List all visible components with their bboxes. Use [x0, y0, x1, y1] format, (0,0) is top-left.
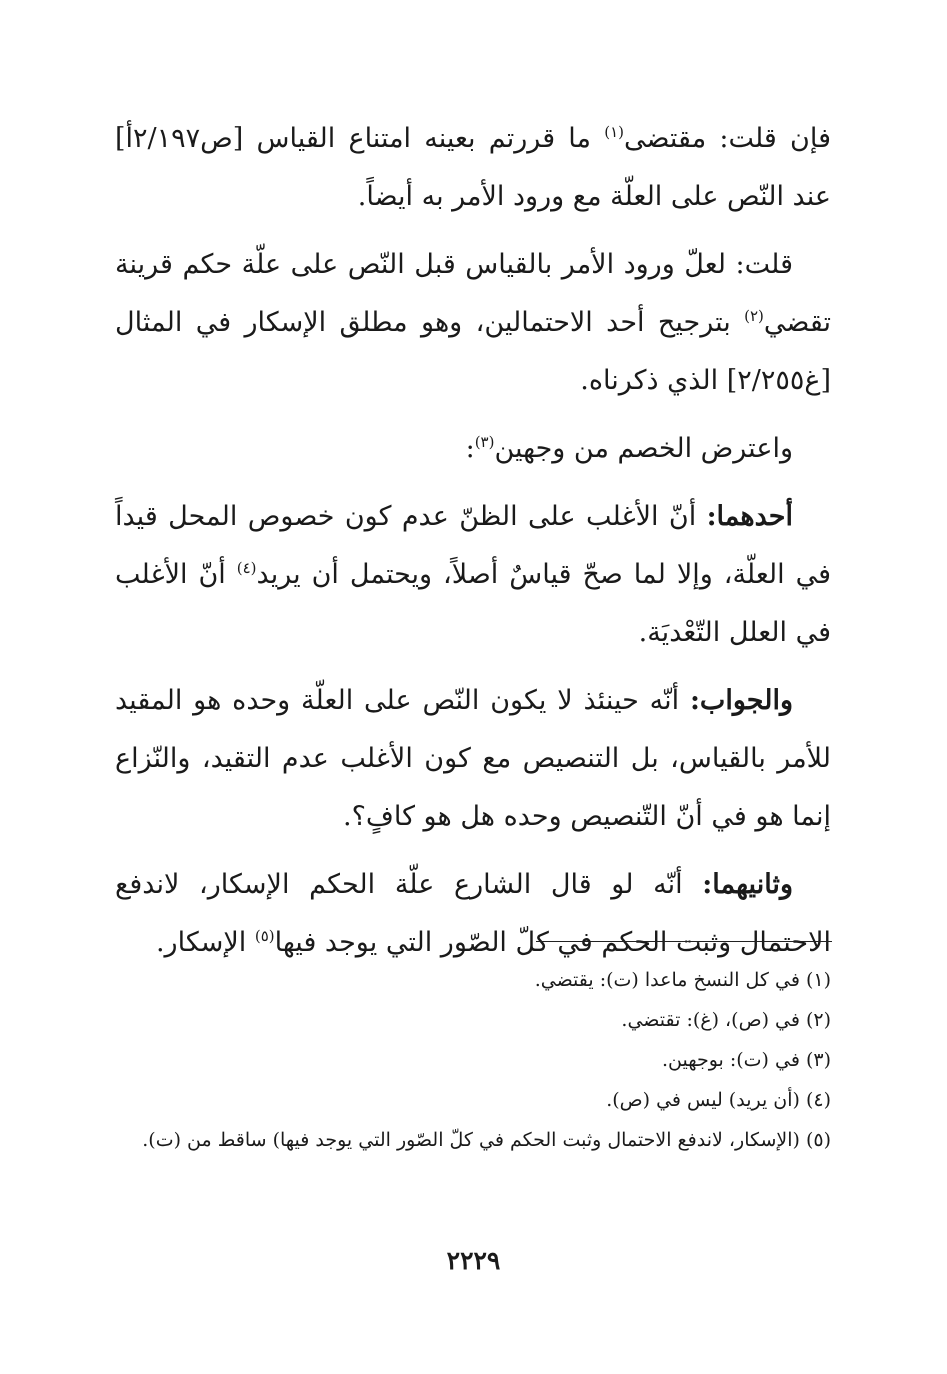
footnote-text: في كل النسخ ماعدا (ت): يقتضي.	[534, 969, 800, 991]
paragraph-text: واعترض الخصم من وجهين	[494, 433, 793, 464]
paragraph-text: أنّه لو قال الشارع علّة الحكم الإسكار، لاندفع الاحتمال وثبت الحكم في كلّ الصّور التي يوجد فيها	[115, 869, 831, 958]
paragraph-text-continued: أنّ الأغلب في العلل التّعْديَة.	[115, 559, 831, 648]
page-number: ٢٢٢٩	[446, 1246, 501, 1275]
footnote-number: (١)	[805, 969, 831, 991]
footnote-number: (٤)	[805, 1089, 831, 1111]
footnote-number: (٣)	[805, 1049, 831, 1071]
paragraph-text-continued: الإسكار.	[155, 927, 255, 958]
footnote-ref-5: (٥)	[254, 927, 275, 945]
footnote-text: في (ص)، (غ): تقتضي.	[621, 1009, 800, 1031]
footnote-ref-4: (٤)	[236, 559, 257, 577]
paragraph-text-continued: :	[465, 433, 475, 464]
paragraph-4	[115, 488, 831, 662]
paragraph-text: فإن قلت: مقتضى	[623, 123, 831, 154]
paragraph-1	[115, 110, 831, 226]
paragraph-text: قلت: لعلّ ورود الأمر بالقياس قبل النّص على علّة حكم قرينة تقضي	[115, 249, 831, 338]
footnote-text: (أن يريد) ليس في (ص).	[606, 1089, 800, 1111]
paragraph-6	[115, 856, 831, 972]
footnote-text: في (ت): بوجهين.	[661, 1049, 800, 1071]
paragraph-lead: وثانيهما:	[702, 869, 793, 900]
footnote-2	[115, 1002, 831, 1039]
footnote-ref-1: (١)	[604, 123, 624, 141]
paragraph-lead: والجواب:	[689, 685, 793, 716]
footnote-3	[115, 1042, 831, 1079]
paragraph-text-continued: بترجيح أحد الاحتمالين، وهو مطلق الإسكار في المثال [غ٢/٢٥٥] الذي ذكرناه.	[115, 307, 831, 396]
paragraph-2	[115, 236, 831, 410]
footnote-separator	[536, 941, 832, 942]
footnotes	[115, 962, 831, 1162]
footnote-ref-2: (٢)	[744, 307, 764, 325]
paragraph-text-continued: ما قررتم بعينه امتناع القياس [ص٢/١٩٧أ] عند النّص على العلّة مع ورود الأمر به أيضاً.	[115, 123, 831, 212]
footnote-number: (٥)	[805, 1129, 831, 1151]
footnote-1	[115, 962, 831, 999]
paragraph-lead: أحدهما:	[706, 501, 793, 532]
footnote-text: (الإسكار، لاندفع الاحتمال وثبت الحكم في كلّ الصّور التي يوجد فيها) ساقط من (ت).	[142, 1129, 800, 1151]
main-text	[115, 110, 831, 982]
footnote-5	[115, 1122, 831, 1159]
paragraph-text: أنّه حينئذ لا يكون النّص على العلّة وحده هو المقيد للأمر بالقياس، بل التنصيص مع كون الأغلب عدم التقيد، والنّزاع إنما هو في أنّ التّنصيص وحده هل هو كافٍ؟.	[115, 685, 831, 832]
paragraph-5	[115, 672, 831, 846]
paragraph-text: أنّ الأغلب على الظنّ عدم كون خصوص المحل قيداً في العلّة، وإلا لما صحّ قياسٌ أصلاً، ويحتمل أن يريد	[115, 501, 832, 590]
footnote-ref-3: (٣)	[474, 433, 495, 451]
footnote-4	[115, 1082, 831, 1119]
footnote-number: (٢)	[805, 1009, 831, 1031]
paragraph-3	[115, 420, 831, 478]
